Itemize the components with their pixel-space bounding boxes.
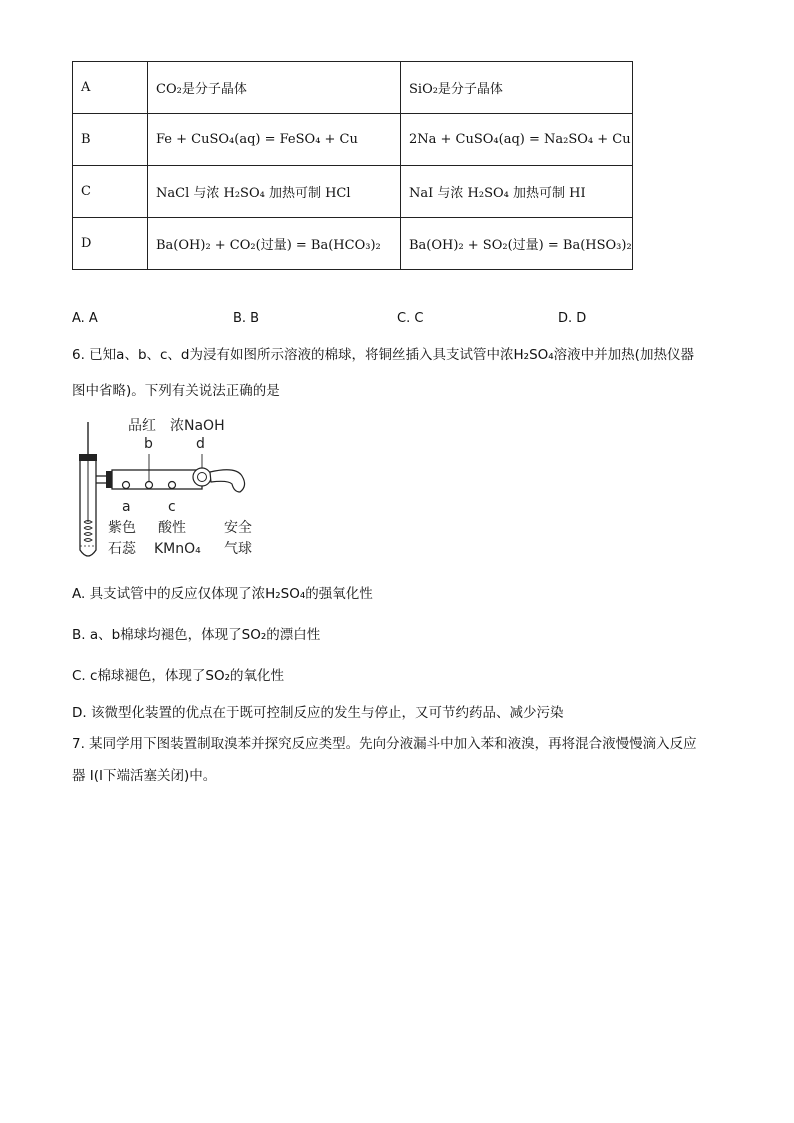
connector: [106, 471, 112, 488]
glass-tube: [112, 470, 202, 489]
q6-option-a: A. 具支试管中的反应仅体现了浓H₂SO₄的强氧化性: [72, 586, 373, 602]
right-cell: Ba(OH)₂ + SO₂(过量) = Ba(HSO₃)₂: [401, 218, 633, 270]
label-a: a: [122, 499, 131, 515]
row-key: C: [73, 166, 148, 218]
cotton-ball-c: [169, 482, 176, 489]
left-cell: CO₂是分子晶体: [148, 62, 401, 114]
choice-c: C. C: [397, 311, 424, 326]
choice-a: A. A: [72, 311, 98, 326]
label-pinhong: 品红: [128, 418, 156, 434]
q6-option-d: D. 该微型化装置的优点在于既可控制反应的发生与停止，又可节约药品、减少污染: [72, 705, 564, 721]
label-suanxing: 酸性: [158, 520, 186, 536]
label-kmno4: KMnO₄: [154, 541, 201, 557]
right-cell: 2Na + CuSO₄(aq) = Na₂SO₄ + Cu: [401, 114, 633, 166]
label-b: b: [144, 436, 153, 452]
cotton-ball-b: [146, 482, 153, 489]
q6-option-c: C. c棉球褪色，体现了SO₂的氧化性: [72, 668, 285, 684]
table-row: [73, 114, 633, 166]
choice-b: B. B: [233, 311, 260, 326]
choice-d: D. D: [558, 311, 587, 326]
q6-stem-line2: 图中省略)。下列有关说法正确的是: [72, 383, 280, 399]
comparison-table: [72, 61, 633, 270]
label-naoh: 浓NaOH: [170, 418, 225, 434]
apparatus-diagram: [68, 410, 268, 570]
copper-coil: [84, 521, 92, 542]
table-row: [73, 218, 633, 270]
q7-line2: 器 I(I下端活塞关闭)中。: [72, 768, 217, 784]
label-qiqiu: 气球: [224, 541, 252, 557]
row-key: B: [73, 114, 148, 166]
row-key: D: [73, 218, 148, 270]
left-cell: Ba(OH)₂ + CO₂(过量) = Ba(HCO₃)₂: [148, 218, 401, 270]
label-d: d: [196, 436, 205, 452]
cotton-ball-d: [193, 468, 211, 486]
safety-balloon: [210, 470, 245, 492]
q6-stem-line1: 6. 已知a、b、c、d为浸有如图所示溶液的棉球，将铜丝插入具支试管中浓H₂SO₄溶液中并加热(加热仪器: [72, 347, 694, 363]
q6-option-b: B. a、b棉球均褪色，体现了SO₂的漂白性: [72, 627, 321, 643]
apparatus-figure: [68, 410, 268, 570]
cotton-ball-a: [123, 482, 130, 489]
table-row: [73, 62, 633, 114]
table-row: [73, 166, 633, 218]
left-cell: NaCl 与浓 H₂SO₄ 加热可制 HCl: [148, 166, 401, 218]
rubber-stopper: [79, 454, 97, 461]
right-cell: NaI 与浓 H₂SO₄ 加热可制 HI: [401, 166, 633, 218]
row-key: A: [73, 62, 148, 114]
q7-line1: 7. 某同学用下图装置制取溴苯并探究反应类型。先向分液漏斗中加入苯和液溴，再将混合液慢慢滴入反应: [72, 736, 697, 752]
left-cell: Fe + CuSO₄(aq) = FeSO₄ + Cu: [148, 114, 401, 166]
label-shirui: 石蕊: [108, 541, 136, 557]
right-cell: SiO₂是分子晶体: [401, 62, 633, 114]
label-zise: 紫色: [108, 520, 136, 536]
label-c: c: [168, 499, 176, 515]
label-anquan: 安全: [224, 520, 252, 536]
